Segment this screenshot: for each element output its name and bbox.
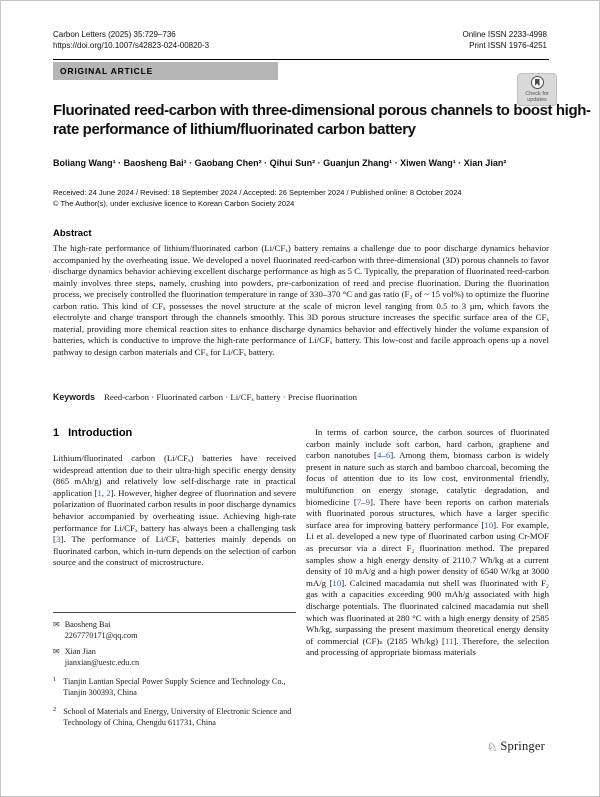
- correspondence-details: [65, 620, 138, 641]
- intro-paragraph-2: [306, 427, 549, 659]
- left-column: [53, 427, 296, 569]
- citation-link[interactable]: 2: [106, 487, 111, 498]
- correspondence-entry: [53, 647, 296, 668]
- publisher-name: Springer: [500, 739, 545, 753]
- keywords-label: Keywords: [53, 392, 96, 402]
- authors-line: Boliang Wang¹ · Baosheng Bai¹ · Gaobang Chen² · Qihui Sun² · Guanjun Zhang¹ · Xiwen Wang¹ · Xian Jian²: [53, 158, 507, 168]
- bookmark-circle-icon: [531, 76, 544, 89]
- bookmark-icon: [535, 79, 540, 87]
- section-title: Introduction: [68, 427, 133, 439]
- text-segment: Lithium/fluorinated carbon (Li/CFₓ) batteries have received widespread attention due to their ultra-high specific energy density (865 mAh/g) and relatively low self-discharge rate in practical application [: [53, 453, 296, 498]
- citation-link[interactable]: 10: [332, 577, 342, 588]
- print-issn: Print ISSN 1976-4251: [469, 41, 547, 50]
- citation-link[interactable]: 3: [55, 534, 61, 545]
- article-type-badge: ORIGINAL ARTICLE: [53, 62, 278, 80]
- doi-link[interactable]: https://doi.org/10.1007/s42823-024-00820-3: [53, 41, 210, 50]
- abstract-section: [53, 228, 549, 358]
- header-issn-block: [463, 29, 548, 51]
- page-title: Fluorinated reed-carbon with three-dimensional porous channels to boost high-rate performance of lithium/fluorinated carbon battery: [53, 102, 591, 138]
- text-segment: –: [361, 496, 366, 507]
- publisher-logo: [487, 739, 545, 754]
- text-segment: ]. However, higher degree of fluorination and severe polarization of fluorinated carbon results in poor discharge dynamics behavior accompanied by overheating issue. Achieving high-rate performance for Li/CFₓ battery has always been a challenging task [: [53, 487, 296, 545]
- text-segment: ]. The performance of Li/CFₓ batteries mainly depends on fluorinated carbon, which in-turn depends on the selection of carbon source and the construct of microstructure.: [53, 534, 296, 568]
- affiliation-marker: 2: [53, 706, 57, 713]
- text-segment: ]. There have been reports on carbon materials with fluorinated porous structures, which have a larger specific surface area for improving battery performance [: [306, 496, 549, 530]
- correspondence-entry: [53, 620, 296, 641]
- springer-horse-icon: ♘: [486, 739, 498, 754]
- citation-link[interactable]: 9: [365, 496, 371, 507]
- affiliation-text: School of Materials and Energy, University of Electronic Science and Technology of China, Chengdu 611731, China: [63, 707, 292, 727]
- journal-citation: Carbon Letters (2025) 35:729–736: [53, 30, 176, 39]
- header-citation-block: [53, 29, 209, 51]
- citation-link[interactable]: 4: [377, 450, 382, 461]
- envelope-icon: ✉: [53, 620, 60, 629]
- affiliation-entry: [53, 677, 296, 698]
- citation-link[interactable]: 11: [444, 635, 454, 646]
- keywords-text: Reed-carbon · Fluorinated carbon · Li/CFₓ battery · Precise fluorination: [104, 392, 357, 402]
- check-updates-line2: updates: [527, 97, 547, 103]
- citation-link[interactable]: 1: [97, 487, 102, 498]
- text-segment: ,: [101, 487, 107, 498]
- abstract-text: The high-rate performance of lithium/fluorinated carbon (Li/CFₓ) battery remains a challenge due to poor discharge dynamics behavior accompanied by the overheating issue. We developed a novel fluorinated reed-carbon with three-dimensional (3D) porous channels to favor discharge dynamics behavior achieving excellent discharge performance as high as 5 C. Typically, the preparation of fluorinated reed-carbon mainly involves three steps, namely, crushing into powders, pre-carbonization of reed and precise fluorination. During the fluorination process, we precisely controlled the fluorination temperature in range of 330–370 °C and gas ratio (F₂ of ~ 15 vol%) to optimize the fluorine carbon ratio. This kind of CFₓ possesses the novel structure at the scale of micron level ranging from 0.5 to 3 μm, which favors the electrolyte and charge transport through the channels smoothly. This 3D porous structure increases the specific surface area of the CFₓ material, providing more chemical reaction sites to enhance discharge dynamics behavior and effectively hinder the volume expansion of batteries, which is conductive to improve the high-rate performance of Li/CFₓ battery. This low-cost and facile approach opens up a novel pathway to design carbon materials and CFₓ for Li/CFₓ battery.: [53, 243, 549, 357]
- check-updates-line1: Check for: [525, 91, 549, 97]
- footnotes-block: [53, 612, 296, 728]
- correspondent-name: Xian Jian: [64, 647, 96, 656]
- affiliation-marker: 1: [53, 676, 57, 683]
- correspondent-name: Baosheng Bai: [64, 620, 111, 629]
- abstract-heading: Abstract: [53, 228, 92, 239]
- header-divider: [53, 59, 549, 60]
- citation-link[interactable]: 6: [385, 450, 391, 461]
- text-segment: In terms of carbon source, the carbon sources of fluorinated carbon mainly include soft carbon, hard carbon, graphene and carbon nanotubes [: [306, 427, 549, 461]
- citation-link[interactable]: 10: [484, 519, 494, 530]
- right-column: [306, 427, 549, 659]
- affiliation-text: Tianjin Lantian Special Power Supply Science and Technology Co., Tianjin 300393, China: [63, 677, 286, 697]
- correspondent-email[interactable]: jianxian@uestc.edu.cn: [64, 657, 140, 667]
- article-history: Received: 24 June 2024 / Revised: 18 September 2024 / Accepted: 26 September 2024 / Published online: 8 October 2024: [53, 188, 462, 197]
- envelope-icon: ✉: [53, 647, 60, 656]
- intro-paragraph-1: [53, 453, 296, 569]
- text-segment: –: [381, 450, 386, 461]
- correspondence-details: [65, 647, 139, 668]
- text-segment: ]. Therefore, the selection and processing of appropriate biomass materials: [306, 635, 549, 658]
- citation-link[interactable]: 7: [356, 496, 362, 507]
- text-segment: ]. Among them, biomass carbon is widely present in nature such as starch and bamboo charcoal, becoming the focus of attention due to its low cost, environmental friendly, multifunction on energy storage, catalytic degradation, and biomedicine [: [306, 450, 549, 507]
- section-number: 1: [53, 427, 60, 439]
- footnote-divider: [53, 612, 296, 613]
- affiliation-entry: [53, 707, 296, 728]
- text-segment: ]. For example, Li et al. developed a new type of fluorinated carbon using Cr-MOF as precursor via a direct F₂ fluorination method. The prepared samples show a high energy density of 2110.7 Wh/kg at a current density of 10 mA/g and a high power density of 6540 W/kg at 3000 mA/g [: [306, 519, 549, 588]
- section-heading-introduction: [53, 427, 296, 439]
- correspondent-email[interactable]: 2267770171@qq.com: [64, 630, 138, 640]
- copyright-line: © The Author(s), under exclusive licence to Korean Carbon Society 2024: [53, 199, 295, 208]
- keywords-line: [53, 392, 549, 402]
- online-issn: Online ISSN 2233-4998: [462, 30, 547, 39]
- text-segment: ]. Calcined macadamia nut shell was fluorinated with F₂ gas with a capacities exceeding 900 mAh/g associated with high discharge potentials. The fluorinated calcined macadamia nut shell which was fluorinated at 280 °C with a high energy density of 2585 Wh/kg, surpassing the present maximum theoretical energy density of commercial (CF)ₙ (2185 Wh/kg) [: [306, 577, 549, 646]
